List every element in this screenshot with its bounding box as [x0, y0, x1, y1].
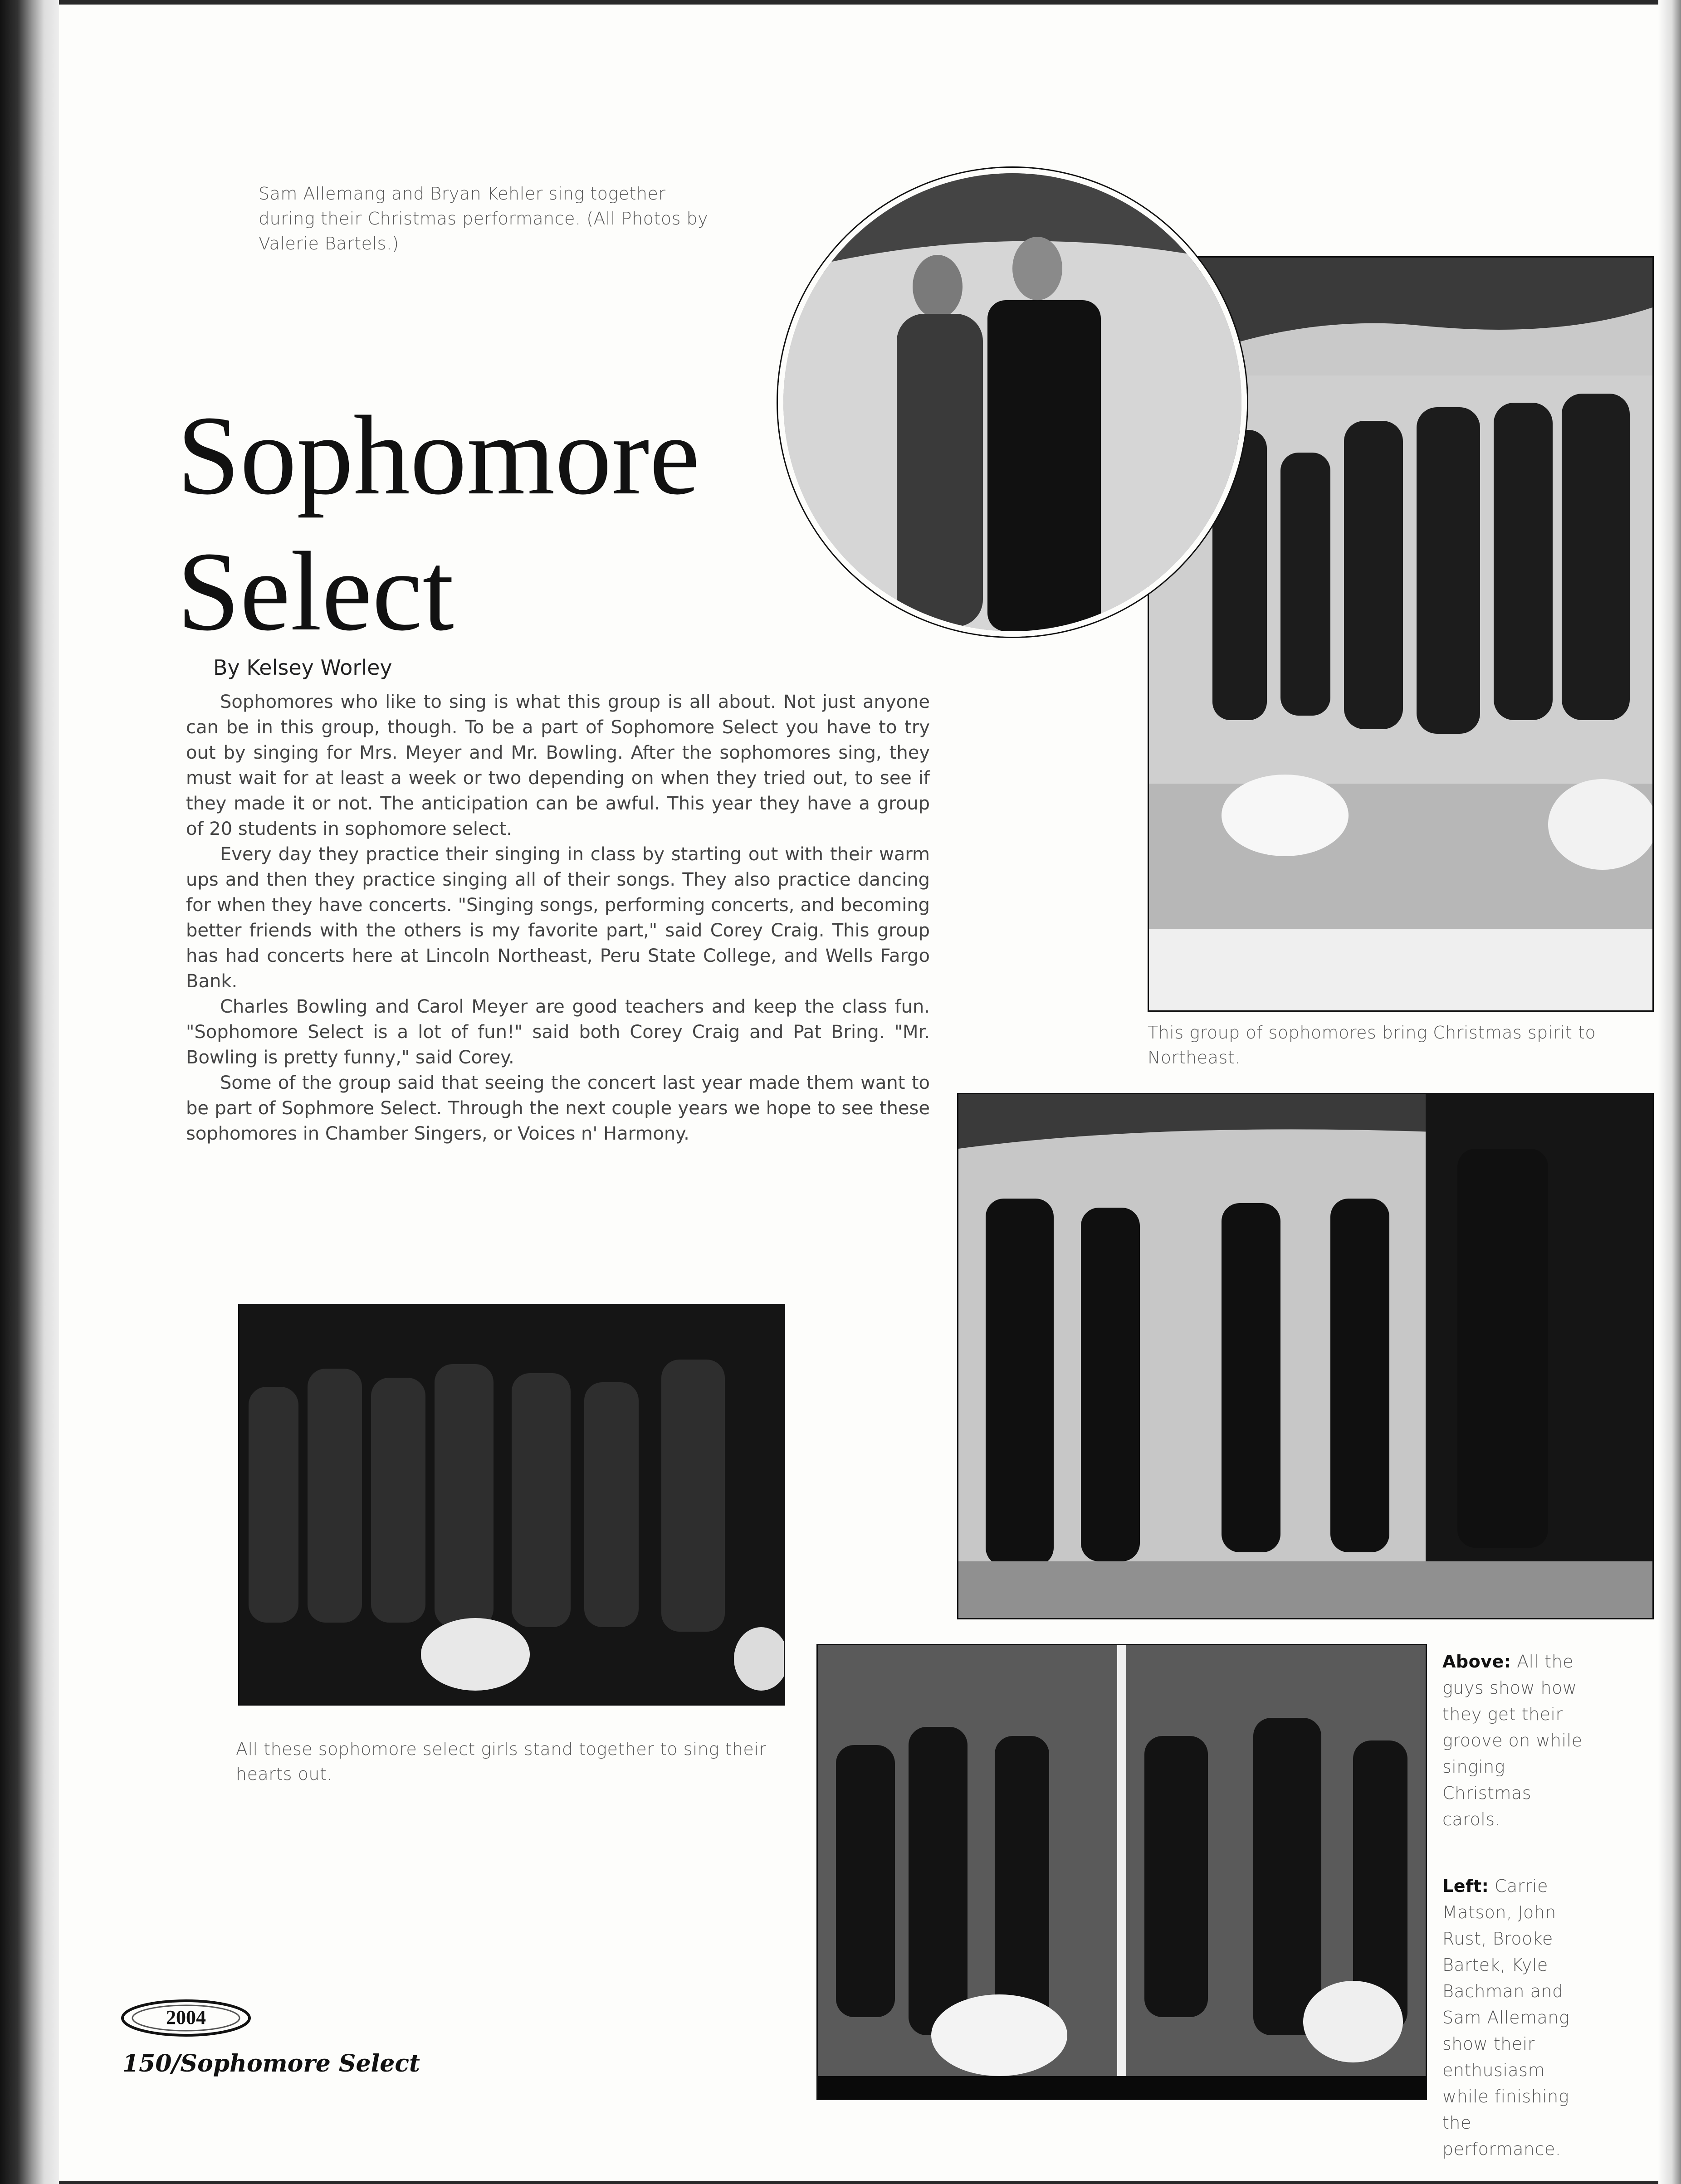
paragraph: Charles Bowling and Carol Meyer are good teachers and keep the class fun. "Sophomore Select is a lot of fun!" said both Corey Craig and Pat Bring. "Mr. Bowling is pretty funny," said Corey.: [186, 996, 930, 1068]
girls-singing-photo: [238, 1304, 785, 1706]
circle-photo-caption: Sam Allemang and Bryan Kehler sing together during their Christmas performance. (All Photos by Valerie Bartels.): [259, 184, 709, 253]
circle-duet-photo: [778, 168, 1247, 637]
page-folio: 150/Sophomore Select: [122, 2050, 420, 2077]
paragraph: Some of the group said that seeing the concert last year made them want to be part of Sophmore Select. Through the next couple years we hope to see these sophomores in Chamber Singers, or Voices n' Harmony.: [186, 1072, 930, 1144]
article-title-line1: Sophomore: [177, 393, 700, 518]
stage-photo-caption: This group of sophomores bring Christmas spirit to Northeast.: [1148, 1023, 1596, 1068]
byline: By Kelsey Worley: [213, 655, 392, 680]
finale-dance-photo: [816, 1644, 1427, 2100]
article-body: [186, 689, 930, 1146]
book-spine: [0, 0, 59, 2184]
caption-text: Carrie Matson, John Rust, Brooke Bartek, Kyle Bachman and Sam Allemang show their enthusiasm while finishing the performance.: [1442, 1876, 1570, 2159]
caption-label: Above:: [1442, 1652, 1511, 1672]
caption-text: All the guys show how they get their groove on while singing Christmas carols.: [1442, 1652, 1583, 1829]
year-text: 2004: [166, 2006, 206, 2028]
article-title-line2: Select: [177, 529, 454, 654]
page-edge: [1658, 0, 1681, 2184]
year-logo: [118, 1995, 254, 2038]
girls-photo-caption: All these sophomore select girls stand together to sing their hearts out.: [236, 1739, 767, 1784]
paragraph: Sophomores who like to sing is what this group is all about. Not just anyone can be in this group, though. To be a part of Sophomore Select you have to try out by singing for Mrs. Meyer and Mr. Bowling. After the sophomores sing, they must wait for at least a week or two depending on when they tried out, to see if they made it or not. The anticipation can be awful. This year they have a group of 20 students in sophomore select.: [186, 692, 930, 839]
guys-photo-caption: [1442, 1648, 1592, 1833]
caption-label: Left:: [1442, 1876, 1489, 1896]
guys-dancing-photo: [957, 1093, 1654, 1619]
paragraph: Every day they practice their singing in class by starting out with their warm ups and then they practice singing all of their songs. They also practice dancing for when they have concerts. "Singing songs, performing concerts, and becoming better friends with the others is my favorite part," said Corey Craig. This group has had concerts here at Lincoln Northeast, Peru State College, and Wells Fargo Bank.: [186, 844, 930, 992]
dance-photo-caption: [1442, 1873, 1592, 2162]
